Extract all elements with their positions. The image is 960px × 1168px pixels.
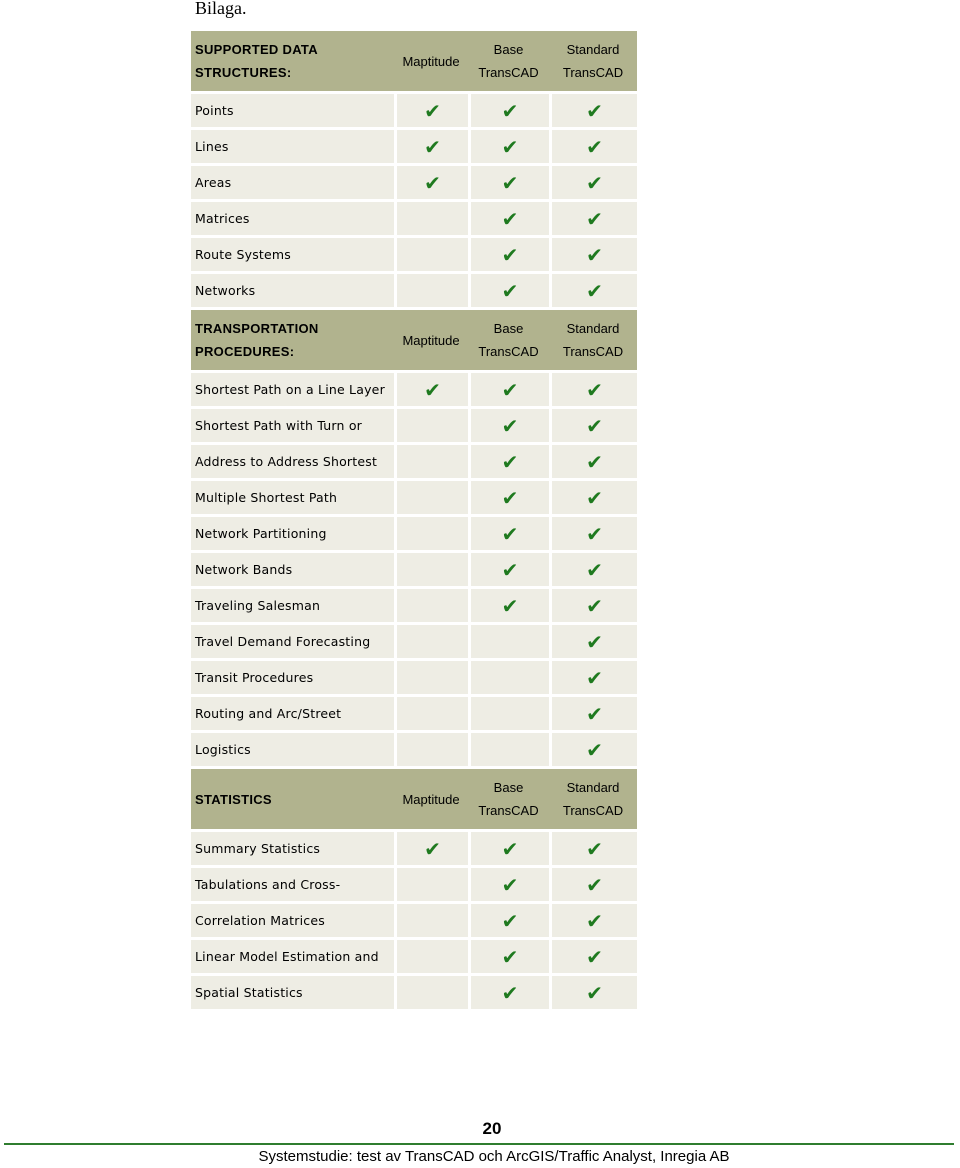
section-title-line: PROCEDURES: xyxy=(195,344,295,359)
section-title-line: TRANSPORTATION xyxy=(195,321,319,336)
feature-label: Tabulations and Cross- xyxy=(191,868,394,901)
check-icon: ✔ xyxy=(549,130,637,163)
table-row xyxy=(191,409,637,442)
table-row xyxy=(191,904,637,937)
check-icon: ✔ xyxy=(468,202,549,235)
empty-cell xyxy=(394,904,468,937)
check-icon: ✔ xyxy=(549,238,637,271)
check-icon: ✔ xyxy=(549,409,637,442)
check-icon: ✔ xyxy=(549,553,637,586)
table-row xyxy=(191,661,637,694)
table-row xyxy=(191,517,637,550)
check-icon: ✔ xyxy=(549,661,637,694)
empty-cell xyxy=(394,238,468,271)
table-row xyxy=(191,868,637,901)
empty-cell xyxy=(394,589,468,622)
section-title-line: SUPPORTED DATA xyxy=(195,42,318,57)
section-title xyxy=(191,310,394,370)
check-icon: ✔ xyxy=(468,517,549,550)
check-icon: ✔ xyxy=(394,373,468,406)
check-icon: ✔ xyxy=(394,832,468,865)
feature-label: Summary Statistics xyxy=(191,832,394,865)
check-icon: ✔ xyxy=(468,553,549,586)
section-header xyxy=(191,769,637,829)
column-header-line: Standard xyxy=(566,321,620,336)
section-title xyxy=(191,769,394,829)
table-row xyxy=(191,553,637,586)
check-icon: ✔ xyxy=(549,589,637,622)
feature-label: Transit Procedures xyxy=(191,661,394,694)
check-icon: ✔ xyxy=(468,373,549,406)
section-title-line: STATISTICS xyxy=(195,791,272,807)
table-row xyxy=(191,238,637,271)
check-icon: ✔ xyxy=(549,274,637,307)
column-header-line: Base xyxy=(493,42,524,57)
feature-label: Points xyxy=(191,94,394,127)
page-label: Bilaga. xyxy=(195,0,247,18)
section-title xyxy=(191,31,394,91)
empty-cell xyxy=(394,733,468,766)
feature-label: Routing and Arc/Street xyxy=(191,697,394,730)
check-icon: ✔ xyxy=(549,940,637,973)
column-header-line: TransCAD xyxy=(562,65,624,80)
column-header xyxy=(468,310,549,370)
check-icon: ✔ xyxy=(394,166,468,199)
check-icon: ✔ xyxy=(549,517,637,550)
section-header xyxy=(191,310,637,370)
empty-cell xyxy=(468,697,549,730)
column-header xyxy=(549,31,637,91)
feature-label: Lines xyxy=(191,130,394,163)
column-header-line: Base xyxy=(493,780,524,795)
empty-cell xyxy=(394,409,468,442)
column-header xyxy=(549,310,637,370)
empty-cell xyxy=(394,517,468,550)
empty-cell xyxy=(394,274,468,307)
table-row xyxy=(191,166,637,199)
table-row xyxy=(191,445,637,478)
column-header-line: TransCAD xyxy=(478,803,539,818)
empty-cell xyxy=(394,625,468,658)
check-icon: ✔ xyxy=(468,274,549,307)
feature-label: Shortest Path on a Line Layer xyxy=(191,373,394,406)
column-header-line: Maptitude xyxy=(402,332,460,348)
empty-cell xyxy=(394,445,468,478)
feature-label: Network Bands xyxy=(191,553,394,586)
check-icon: ✔ xyxy=(468,94,549,127)
table-row xyxy=(191,976,637,1009)
table-row xyxy=(191,625,637,658)
empty-cell xyxy=(468,625,549,658)
column-header-line: Maptitude xyxy=(402,791,460,807)
column-header-line: Standard xyxy=(566,780,620,795)
check-icon: ✔ xyxy=(468,976,549,1009)
empty-cell xyxy=(394,661,468,694)
check-icon: ✔ xyxy=(468,868,549,901)
column-header-line: TransCAD xyxy=(478,344,539,359)
check-icon: ✔ xyxy=(549,868,637,901)
column-header-line: Standard xyxy=(566,42,620,57)
check-icon: ✔ xyxy=(549,832,637,865)
check-icon: ✔ xyxy=(468,130,549,163)
table-row xyxy=(191,832,637,865)
empty-cell xyxy=(394,697,468,730)
feature-label: Linear Model Estimation and xyxy=(191,940,394,973)
check-icon: ✔ xyxy=(549,445,637,478)
table-row xyxy=(191,274,637,307)
feature-label: Shortest Path with Turn or xyxy=(191,409,394,442)
feature-label: Logistics xyxy=(191,733,394,766)
feature-comparison-table xyxy=(191,28,637,1012)
column-header xyxy=(468,769,549,829)
empty-cell xyxy=(394,940,468,973)
empty-cell xyxy=(394,481,468,514)
check-icon: ✔ xyxy=(549,697,637,730)
check-icon: ✔ xyxy=(468,832,549,865)
empty-cell xyxy=(468,733,549,766)
table-row xyxy=(191,481,637,514)
column-header-line: Maptitude xyxy=(402,53,460,69)
check-icon: ✔ xyxy=(468,481,549,514)
column-header-line: TransCAD xyxy=(562,803,624,818)
table-row xyxy=(191,697,637,730)
feature-label: Address to Address Shortest xyxy=(191,445,394,478)
check-icon: ✔ xyxy=(549,481,637,514)
feature-label: Multiple Shortest Path xyxy=(191,481,394,514)
column-header xyxy=(394,310,468,370)
feature-label: Areas xyxy=(191,166,394,199)
column-header xyxy=(394,31,468,91)
footer-text: Systemstudie: test av TransCAD och ArcGIS/Traffic Analyst, Inregia AB xyxy=(258,1148,730,1165)
column-header-line: TransCAD xyxy=(562,344,624,359)
feature-label: Matrices xyxy=(191,202,394,235)
section-header xyxy=(191,31,637,91)
empty-cell xyxy=(394,976,468,1009)
check-icon: ✔ xyxy=(549,373,637,406)
feature-label: Correlation Matrices xyxy=(191,904,394,937)
check-icon: ✔ xyxy=(549,733,637,766)
column-header xyxy=(394,769,468,829)
section-title-line: STRUCTURES: xyxy=(195,65,292,80)
check-icon: ✔ xyxy=(549,202,637,235)
check-icon: ✔ xyxy=(549,94,637,127)
footer-rule xyxy=(4,1143,954,1145)
feature-label: Spatial Statistics xyxy=(191,976,394,1009)
table-row xyxy=(191,94,637,127)
empty-cell xyxy=(468,661,549,694)
table-row xyxy=(191,130,637,163)
feature-label: Networks xyxy=(191,274,394,307)
table-row xyxy=(191,202,637,235)
table-row xyxy=(191,589,637,622)
column-header xyxy=(549,769,637,829)
check-icon: ✔ xyxy=(468,238,549,271)
empty-cell xyxy=(394,868,468,901)
check-icon: ✔ xyxy=(468,166,549,199)
check-icon: ✔ xyxy=(549,976,637,1009)
feature-label: Traveling Salesman xyxy=(191,589,394,622)
empty-cell xyxy=(394,202,468,235)
check-icon: ✔ xyxy=(549,625,637,658)
check-icon: ✔ xyxy=(394,130,468,163)
column-header-line: Base xyxy=(493,321,524,336)
feature-label: Travel Demand Forecasting xyxy=(191,625,394,658)
check-icon: ✔ xyxy=(394,94,468,127)
check-icon: ✔ xyxy=(468,904,549,937)
check-icon: ✔ xyxy=(549,904,637,937)
check-icon: ✔ xyxy=(468,940,549,973)
table-row xyxy=(191,373,637,406)
empty-cell xyxy=(394,553,468,586)
feature-label: Network Partitioning xyxy=(191,517,394,550)
feature-label: Route Systems xyxy=(191,238,394,271)
check-icon: ✔ xyxy=(549,166,637,199)
column-header xyxy=(468,31,549,91)
check-icon: ✔ xyxy=(468,589,549,622)
check-icon: ✔ xyxy=(468,409,549,442)
check-icon: ✔ xyxy=(468,445,549,478)
page-number: 20 xyxy=(482,1119,502,1138)
table-row xyxy=(191,940,637,973)
table-row xyxy=(191,733,637,766)
column-header-line: TransCAD xyxy=(478,65,539,80)
